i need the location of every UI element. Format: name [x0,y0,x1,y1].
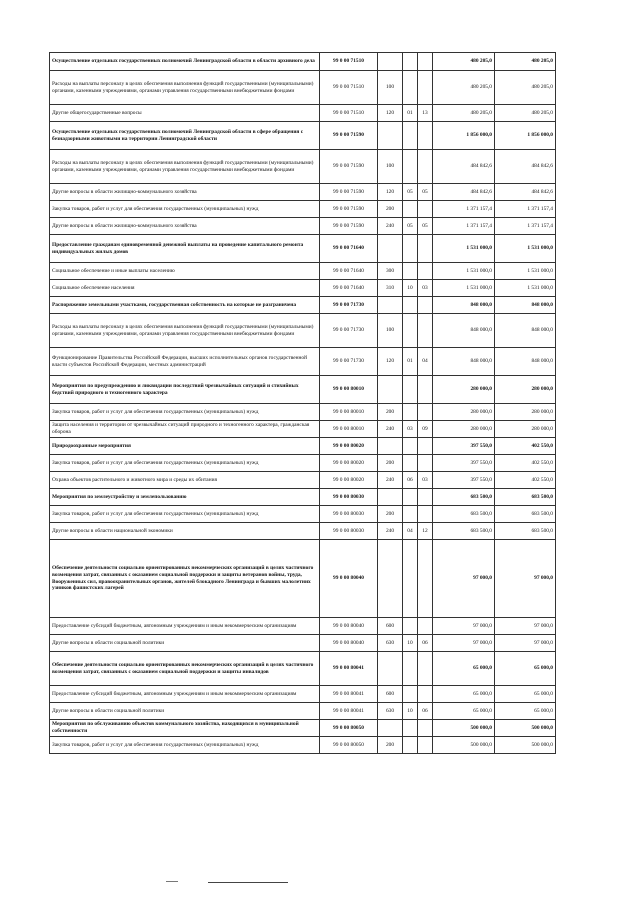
cell-code: 99 0 00 71590 [320,201,378,218]
cell-sum-2: 1 371 157,4 [495,218,556,235]
cell-vr: 200 [378,737,403,754]
table-row [50,105,556,122]
cell-section: 01 [403,348,418,376]
cell-sum-2: 500 000,0 [495,720,556,737]
cell-code: 99 0 00 80020 [320,472,378,489]
cell-vr [378,720,403,737]
cell-section [403,404,418,421]
table-row [50,652,556,686]
cell-subsection [418,122,433,150]
cell-vr: 200 [378,506,403,523]
cell-name: Другие вопросы в области жилищно-коммунального хозяйства [50,218,320,235]
cell-vr: 100 [378,150,403,184]
cell-name: Другие вопросы в области жилищно-коммунального хозяйства [50,184,320,201]
table-row [50,720,556,737]
cell-vr [378,489,403,506]
cell-code: 99 0 00 80050 [320,737,378,754]
cell-sum-1: 480 205,0 [433,71,495,105]
cell-name: Другие вопросы в области социальной политики [50,635,320,652]
cell-sum-2: 1 371 157,4 [495,201,556,218]
cell-code: 99 0 00 80041 [320,652,378,686]
cell-sum-2: 480 205,0 [495,53,556,71]
cell-section [403,540,418,618]
cell-vr [378,235,403,263]
cell-sum-1: 1 531 000,0 [433,235,495,263]
cell-section [403,720,418,737]
cell-sum-2: 65 000,0 [495,703,556,720]
cell-sum-1: 480 205,0 [433,105,495,122]
cell-sum-1: 683 500,0 [433,523,495,540]
cell-name: Мероприятия по предупреждению и ликвидации последствий чрезвычайных ситуаций и стихийных бедствий природного и техногенного характера [50,376,320,404]
cell-sum-2: 280 000,0 [495,404,556,421]
cell-name: Социальное обеспечение населения [50,280,320,297]
table-row [50,703,556,720]
table-row [50,404,556,421]
cell-subsection [418,235,433,263]
cell-subsection: 09 [418,421,433,438]
cell-code: 99 0 00 71640 [320,280,378,297]
cell-subsection [418,314,433,348]
cell-vr [378,438,403,455]
cell-code: 99 0 00 80040 [320,540,378,618]
table-row [50,540,556,618]
cell-name: Закупка товаров, работ и услуг для обеспечения государственных (муниципальных) нужд [50,455,320,472]
cell-name: Закупка товаров, работ и услуг для обеспечения государственных (муниципальных) нужд [50,201,320,218]
cell-sum-1: 97 000,0 [433,540,495,618]
cell-vr: 200 [378,404,403,421]
table-row [50,421,556,438]
cell-code: 99 0 00 71590 [320,184,378,201]
cell-name: Расходы на выплаты персоналу в целях обеспечения выполнения функций государственными (муниципальными) органами, казенными учреждениями, органами управления государственными внебюджетными фондами [50,314,320,348]
cell-sum-1: 280 000,0 [433,421,495,438]
cell-name: Мероприятия по землеустройству и землепользованию [50,489,320,506]
table-body [50,53,556,754]
cell-sum-1: 397 550,0 [433,455,495,472]
table-row [50,150,556,184]
table-row [50,314,556,348]
cell-subsection: 05 [418,218,433,235]
cell-sum-1: 484 842,6 [433,184,495,201]
cell-code: 99 0 00 80010 [320,404,378,421]
cell-sum-2: 65 000,0 [495,686,556,703]
cell-sum-2: 480 205,0 [495,71,556,105]
cell-subsection: 03 [418,280,433,297]
cell-sum-1: 500 000,0 [433,737,495,754]
cell-sum-1: 1 371 157,4 [433,218,495,235]
cell-vr: 630 [378,703,403,720]
cell-sum-2: 848 000,0 [495,348,556,376]
cell-section [403,618,418,635]
cell-name: Другие вопросы в области национальной экономики [50,523,320,540]
table-row [50,737,556,754]
table-row [50,218,556,235]
cell-name: Мероприятия по обслуживанию объектов коммунального хозяйства, находящихся в муниципальной собственности [50,720,320,737]
table-row [50,376,556,404]
cell-vr: 240 [378,218,403,235]
table-row [50,489,556,506]
cell-sum-2: 97 000,0 [495,635,556,652]
cell-vr: 600 [378,618,403,635]
cell-name: Природоохранные мероприятия [50,438,320,455]
cell-section: 10 [403,703,418,720]
table-row [50,263,556,280]
cell-sum-1: 500 000,0 [433,720,495,737]
cell-subsection [418,263,433,280]
cell-vr [378,53,403,71]
cell-section [403,53,418,71]
cell-vr: 240 [378,472,403,489]
table-row [50,472,556,489]
cell-sum-2: 480 205,0 [495,105,556,122]
cell-code: 99 0 00 80040 [320,618,378,635]
cell-sum-1: 683 500,0 [433,489,495,506]
cell-sum-1: 484 842,6 [433,150,495,184]
cell-subsection [418,201,433,218]
table-row [50,455,556,472]
cell-section [403,455,418,472]
cell-code: 99 0 00 71640 [320,263,378,280]
cell-name: Защита населения и территории от чрезвычайных ситуаций природного и техногенного характера, гражданская оборона [50,421,320,438]
table-row [50,523,556,540]
cell-sum-1: 280 000,0 [433,376,495,404]
cell-vr: 240 [378,421,403,438]
cell-vr: 100 [378,314,403,348]
cell-sum-1: 1 531 000,0 [433,263,495,280]
cell-sum-1: 280 000,0 [433,404,495,421]
cell-sum-2: 683 500,0 [495,523,556,540]
table-row [50,438,556,455]
cell-code: 99 0 00 80040 [320,635,378,652]
cell-section [403,122,418,150]
cell-section [403,201,418,218]
cell-subsection [418,686,433,703]
cell-section [403,506,418,523]
cell-subsection: 05 [418,184,433,201]
cell-code: 99 0 00 80041 [320,686,378,703]
cell-sum-2: 848 000,0 [495,297,556,314]
cell-code: 99 0 00 80050 [320,720,378,737]
cell-sum-2: 484 842,6 [495,150,556,184]
budget-table [49,52,556,754]
cell-name: Функционирование Правительства Российской Федерации, высших исполнительных органов государственной власти субъектов Российской Федерации, местных администраций [50,348,320,376]
cell-name: Обеспечение деятельности социально ориентированных некоммерческих организаций в целях частичного возмещения затрат, связанных с оказанием социальной поддержки и защиты инвалидов [50,652,320,686]
cell-subsection [418,720,433,737]
cell-subsection [418,455,433,472]
cell-subsection [418,618,433,635]
cell-subsection [418,376,433,404]
cell-section: 04 [403,523,418,540]
cell-section [403,235,418,263]
cell-sum-2: 1 856 000,0 [495,122,556,150]
cell-section [403,314,418,348]
cell-vr: 100 [378,71,403,105]
cell-subsection [418,71,433,105]
table-row [50,618,556,635]
cell-vr: 630 [378,635,403,652]
cell-sum-2: 683 500,0 [495,489,556,506]
cell-name: Закупка товаров, работ и услуг для обеспечения государственных (муниципальных) нужд [50,404,320,421]
cell-section: 03 [403,421,418,438]
cell-sum-1: 1 371 157,4 [433,201,495,218]
cell-vr: 310 [378,280,403,297]
cell-name: Закупка товаров, работ и услуг для обеспечения государственных (муниципальных) нужд [50,737,320,754]
cell-sum-1: 65 000,0 [433,652,495,686]
table-row [50,348,556,376]
cell-sum-1: 848 000,0 [433,348,495,376]
cell-section [403,263,418,280]
cell-subsection [418,404,433,421]
cell-section [403,686,418,703]
table-row [50,280,556,297]
table-row [50,235,556,263]
cell-subsection [418,438,433,455]
cell-code: 99 0 00 71510 [320,71,378,105]
cell-name: Закупка товаров, работ и услуг для обеспечения государственных (муниципальных) нужд [50,506,320,523]
cell-name: Другие вопросы в области социальной политики [50,703,320,720]
cell-section: 01 [403,105,418,122]
cell-sum-1: 1 856 000,0 [433,122,495,150]
cell-section: 10 [403,635,418,652]
cell-section: 10 [403,280,418,297]
cell-code: 99 0 00 80030 [320,523,378,540]
cell-name: Распоряжение земельными участками, государственная собственность на которые не разграничена [50,297,320,314]
cell-vr: 240 [378,523,403,540]
cell-subsection: 03 [418,472,433,489]
cell-subsection [418,489,433,506]
cell-sum-1: 97 000,0 [433,618,495,635]
cell-subsection [418,150,433,184]
cell-code: 99 0 00 80010 [320,376,378,404]
cell-name: Осуществление отдельных государственных полномочий Ленинградской области в области архивного дела [50,53,320,71]
table-row [50,686,556,703]
table-row [50,71,556,105]
table-row [50,201,556,218]
cell-code: 99 0 00 71590 [320,122,378,150]
cell-section: 05 [403,184,418,201]
cell-code: 99 0 00 80020 [320,455,378,472]
cell-vr [378,297,403,314]
cell-section: 06 [403,472,418,489]
cell-section [403,297,418,314]
cell-vr: 600 [378,686,403,703]
cell-subsection [418,737,433,754]
cell-sum-2: 1 531 000,0 [495,263,556,280]
cell-sum-2: 683 500,0 [495,506,556,523]
table-row [50,635,556,652]
cell-vr: 300 [378,263,403,280]
cell-subsection: 13 [418,105,433,122]
cell-subsection [418,297,433,314]
cell-name: Осуществление отдельных государственных полномочий Ленинградской области в сфере обращения с безнадзорными животными на территории Ленинградской области [50,122,320,150]
cell-sum-2: 1 531 000,0 [495,235,556,263]
cell-vr: 120 [378,184,403,201]
cell-sum-2: 500 000,0 [495,737,556,754]
cell-name: Предоставление субсидий бюджетным, автономным учреждениям и иным некоммерческим организациям [50,686,320,703]
cell-subsection: 12 [418,523,433,540]
cell-subsection [418,53,433,71]
cell-vr: 200 [378,201,403,218]
cell-sum-2: 97 000,0 [495,618,556,635]
cell-code: 99 0 00 80020 [320,438,378,455]
table-row [50,184,556,201]
cell-name: Обеспечение деятельности социально ориентированных некоммерческих организаций в целях частичного возмещения затрат, связанных с оказанием социальной поддержки и защиты ветеранов войны, труда, Вооруженных сил, правоохранительных органов, жителей блокадного Ленинграда и бывших малолетних узников фашистских лагерей [50,540,320,618]
cell-sum-1: 480 205,0 [433,53,495,71]
cell-code: 99 0 00 71640 [320,235,378,263]
cell-sum-2: 1 531 000,0 [495,280,556,297]
cell-sum-2: 848 000,0 [495,314,556,348]
table-row [50,506,556,523]
cell-code: 99 0 00 71590 [320,218,378,235]
cell-sum-1: 397 550,0 [433,438,495,455]
cell-subsection: 04 [418,348,433,376]
cell-sum-2: 280 000,0 [495,376,556,404]
cell-sum-2: 484 842,6 [495,184,556,201]
cell-sum-1: 848 000,0 [433,297,495,314]
cell-name: Предоставление гражданам единовременной денежной выплаты на проведение капитального ремонта индивидуальных жилых домов [50,235,320,263]
cell-sum-2: 280 000,0 [495,421,556,438]
table-row [50,297,556,314]
cell-vr [378,376,403,404]
cell-sum-2: 402 550,0 [495,472,556,489]
footer-signature-line [208,882,288,883]
cell-code: 99 0 00 71730 [320,314,378,348]
cell-subsection [418,506,433,523]
cell-sum-1: 1 531 000,0 [433,280,495,297]
cell-sum-1: 97 000,0 [433,635,495,652]
cell-code: 99 0 00 80030 [320,489,378,506]
cell-code: 99 0 00 71590 [320,150,378,184]
cell-sum-1: 683 500,0 [433,506,495,523]
cell-section [403,489,418,506]
cell-sum-2: 65 000,0 [495,652,556,686]
cell-sum-1: 397 550,0 [433,472,495,489]
cell-section [403,150,418,184]
cell-sum-1: 848 000,0 [433,314,495,348]
cell-code: 99 0 00 80010 [320,421,378,438]
cell-subsection [418,652,433,686]
cell-subsection: 06 [418,703,433,720]
cell-sum-2: 402 550,0 [495,455,556,472]
cell-vr: 120 [378,105,403,122]
cell-vr [378,540,403,618]
cell-vr [378,652,403,686]
cell-section [403,737,418,754]
cell-sum-2: 97 000,0 [495,540,556,618]
cell-code: 99 0 00 71730 [320,348,378,376]
cell-section [403,376,418,404]
cell-name: Предоставление субсидий бюджетным, автономным учреждениям и иным некоммерческим организациям [50,618,320,635]
cell-section: 05 [403,218,418,235]
cell-code: 99 0 00 80041 [320,703,378,720]
cell-subsection [418,540,433,618]
cell-section [403,652,418,686]
cell-name: Другие общегосударственные вопросы [50,105,320,122]
cell-name: Расходы на выплаты персоналу в целях обеспечения выполнения функций государственными (муниципальными) органами, казенными учреждениями, органами управления государственными внебюджетными фондами [50,71,320,105]
table-row [50,53,556,71]
cell-code: 99 0 00 71730 [320,297,378,314]
cell-section [403,438,418,455]
cell-sum-2: 402 550,0 [495,438,556,455]
cell-sum-1: 65 000,0 [433,703,495,720]
cell-subsection: 06 [418,635,433,652]
cell-vr: 120 [378,348,403,376]
cell-vr: 200 [378,455,403,472]
cell-name: Социальное обеспечение и иные выплаты населению [50,263,320,280]
footer-mark [166,881,178,882]
cell-code: 99 0 00 71510 [320,53,378,71]
cell-code: 99 0 00 71510 [320,105,378,122]
cell-code: 99 0 00 80030 [320,506,378,523]
cell-vr [378,122,403,150]
cell-sum-1: 65 000,0 [433,686,495,703]
cell-name: Расходы на выплаты персоналу в целях обеспечения выполнения функций государственными (муниципальными) органами, казенными учреждениями, органами управления государственными внебюджетными фондами [50,150,320,184]
cell-section [403,71,418,105]
cell-name: Охрана объектов растительного и животного мира и среды их обитания [50,472,320,489]
table-row [50,122,556,150]
